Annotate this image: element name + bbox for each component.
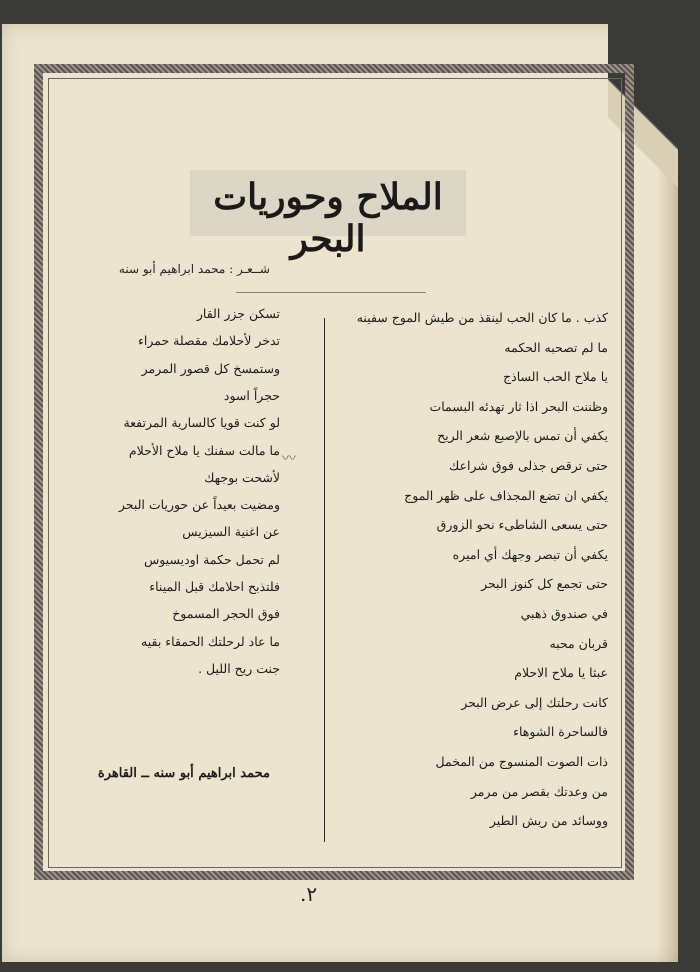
poem-line: لم تحمل حكمة اوديسيوس — [143, 551, 280, 567]
poem-line: يكفي ان تضع المجذاف على ظهر الموج — [404, 487, 608, 503]
poem-line: ما مالت سفنك يا ملاح الأحلام — [128, 442, 280, 458]
poem-line: فلتذبح احلامك قبل الميناء — [149, 579, 280, 594]
poem-line: حتى ترقص جذلى فوق شراعك — [449, 458, 608, 473]
poem-line: يكفي أن تمس بالإصبع شعر الريح — [437, 428, 608, 444]
poem-line: فالساحرة الشوهاء — [513, 724, 608, 740]
poem-signature: محمد ابراهيم أبو سنه ــ القاهرة — [97, 766, 270, 781]
poem-line: عبثا يا ملاح الاحلام — [514, 665, 608, 681]
poem-line: ذات الصوت المنسوج من المخمل — [435, 754, 608, 769]
poem-line: فوق الحجر المسموخ — [172, 606, 280, 622]
page-edge-shadow — [656, 24, 678, 962]
poem-line: حجراً اسود — [223, 387, 280, 403]
poem-line: وستمسخ كل قصور المرمر — [141, 360, 280, 376]
poem-line: كذب . ما كان الحب لينقذ من طيش الموج سفينه — [356, 310, 608, 325]
poem-line: عن اغنية السيزيس — [182, 524, 280, 540]
poem-line: في صندوق ذهبي — [520, 606, 608, 621]
poem-line: من وعدتك بقصر من مرمر — [470, 783, 608, 799]
poem-line: تدخر لأحلامك مقصلة حمراء — [137, 333, 280, 349]
poem-line: قربان محبه — [549, 635, 608, 651]
poem-title: الملاح وحوريات البحر — [213, 176, 443, 260]
poem-line: لو كنت قويا كالسارية المرتفعة — [123, 415, 280, 431]
poem-line: لأشحت بوجهك — [204, 469, 280, 485]
poem-line: حتى يسعى الشاطىء نحو الزورق — [436, 517, 608, 533]
poem-line: حتى تجمع كل كنوز البحر — [481, 576, 608, 592]
poem-line: ما لم تصحبه الحكمه — [504, 339, 608, 355]
poem-line: ووسائد من ريش الطير — [489, 813, 608, 829]
poem-left-column — [80, 306, 280, 706]
poem-line: كانت رحلتك إلى عرض البحر — [461, 694, 608, 710]
poet-byline: شــعـر : محمد ابراهيم أبو سنه — [118, 262, 270, 276]
poem-line: ومضيت بعيداً عن حوريات البحر — [118, 497, 280, 513]
poem-line: يكفي أن تبصر وجهك أي اميره — [452, 546, 608, 562]
poem-line: ما عاد لرحلتك الحمقاء بقيه — [141, 633, 280, 649]
column-divider — [324, 318, 325, 842]
poem-line: جنت ريح الليل . — [198, 660, 280, 676]
poem-line: يا ملاح الحب الساذج — [503, 369, 608, 385]
page-number: ٢. — [300, 882, 318, 906]
ornament-icon: 〰 — [282, 451, 296, 467]
poem-line: تسكن جزر القار — [196, 306, 280, 321]
poem-right-column — [356, 310, 608, 830]
poem-line: وظننت البحر اذا ثار تهدئه البسمات — [429, 398, 608, 414]
title-divider — [236, 292, 426, 293]
